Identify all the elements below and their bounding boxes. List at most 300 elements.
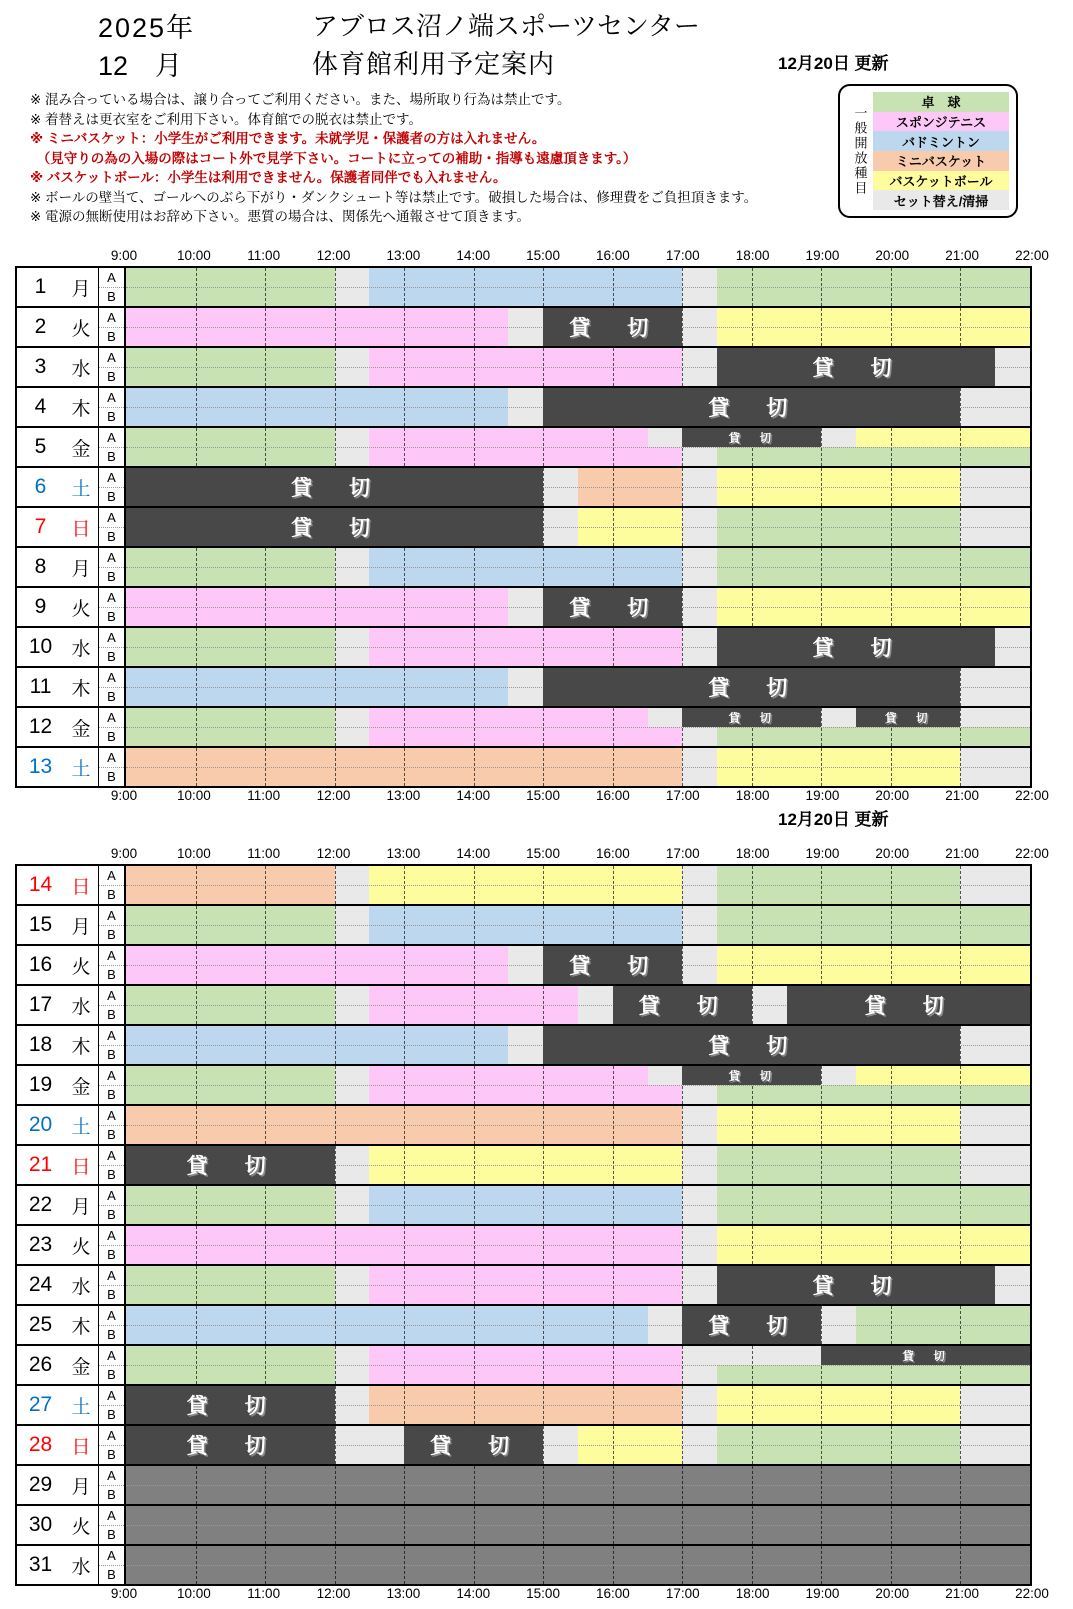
schedule-segment-set xyxy=(335,628,370,666)
schedule-segment-set xyxy=(821,1066,856,1085)
schedule-segment-tt xyxy=(717,447,1030,466)
day-row-10 xyxy=(17,626,1030,666)
day-label-cell xyxy=(17,508,99,546)
court-ab-cell xyxy=(99,388,126,426)
day-row-24 xyxy=(17,1264,1030,1304)
day-timeline xyxy=(126,348,1030,386)
schedule-segment-bd xyxy=(369,906,682,944)
schedule-segment-set xyxy=(335,866,370,904)
day-weekday: 日 xyxy=(71,876,91,898)
schedule-segment-bb xyxy=(578,508,682,546)
court-a-label: A xyxy=(107,629,116,645)
day-weekday: 土 xyxy=(71,1396,91,1418)
court-ab-cell xyxy=(99,1226,126,1264)
schedule-segment-bb xyxy=(717,1106,960,1144)
schedule-segment-set xyxy=(648,1306,683,1344)
day-label-cell xyxy=(17,268,99,306)
day-row-19 xyxy=(17,1064,1030,1104)
schedule-segment-st xyxy=(648,727,683,746)
court-b-label: B xyxy=(99,367,124,387)
kashikiri-label: 貸 切 xyxy=(569,955,657,978)
schedule-segment-tt xyxy=(126,708,335,746)
schedule-segment-set xyxy=(508,668,543,706)
court-a-label: A xyxy=(107,429,116,445)
court-ab-cell xyxy=(99,946,126,984)
kashikiri-label: 貸 切 xyxy=(812,357,900,380)
court-b-label: B xyxy=(99,1125,124,1145)
court-ab-cell xyxy=(99,1506,126,1544)
schedule-segment-set xyxy=(578,986,613,1024)
schedule-segment-set xyxy=(960,1106,1030,1144)
day-number: 27 xyxy=(28,1393,53,1416)
day-label-cell xyxy=(17,548,99,586)
time-label: 21:00 xyxy=(945,788,980,803)
day-label-cell xyxy=(17,1106,99,1144)
court-a-label: A xyxy=(107,389,116,405)
kashikiri-label: 貸 切 xyxy=(902,1350,949,1363)
court-ab-cell xyxy=(99,308,126,346)
time-label: 22:00 xyxy=(1015,248,1049,263)
schedule-segment-set xyxy=(682,1346,821,1365)
day-timeline xyxy=(126,388,1030,426)
day-weekday: 日 xyxy=(71,1436,91,1458)
court-ab-cell xyxy=(99,1466,126,1504)
court-ab-cell xyxy=(99,1026,126,1064)
day-label-cell xyxy=(17,1346,99,1384)
court-a-label: A xyxy=(107,309,116,325)
schedule-segment-st xyxy=(369,986,578,1024)
court-b-label: B xyxy=(99,1285,124,1305)
schedule-segment-set xyxy=(335,1146,370,1184)
legend-item-tt: 卓 球 xyxy=(873,92,1009,112)
schedule-segment-tt xyxy=(856,1306,1030,1344)
day-weekday: 木 xyxy=(71,1316,91,1338)
day-timeline xyxy=(126,866,1030,904)
court-b-label: B xyxy=(99,1165,124,1185)
court-a-label: A xyxy=(107,1347,116,1363)
day-row-13 xyxy=(17,746,1030,786)
schedule-segment-bd xyxy=(369,1186,682,1224)
day-label-cell xyxy=(17,1306,99,1344)
schedule-segment-st xyxy=(126,1226,682,1264)
day-number: 4 xyxy=(34,395,47,418)
schedule-segment-tt xyxy=(126,1066,335,1104)
schedule-segment-set xyxy=(335,348,370,386)
day-row-27 xyxy=(17,1384,1030,1424)
page-title-month: 12 月 xyxy=(98,51,183,81)
court-b-label: B xyxy=(99,1565,124,1585)
kashikiri-label: 貸 切 xyxy=(186,1395,274,1418)
day-row-31 xyxy=(17,1544,1030,1584)
kashikiri-label: 貸 切 xyxy=(728,432,776,445)
court-ab-cell xyxy=(99,1066,126,1104)
legend-item-mb: ミニバスケット xyxy=(873,151,1009,171)
day-row-30 xyxy=(17,1504,1030,1544)
court-a-label: A xyxy=(107,709,116,725)
schedule-segment-set xyxy=(648,708,683,727)
day-number: 14 xyxy=(28,873,53,896)
schedule-segment-set xyxy=(960,1426,1030,1464)
schedule-segment-set xyxy=(995,628,1030,666)
kashikiri-label: 貸 切 xyxy=(812,637,900,660)
day-weekday: 水 xyxy=(71,1276,91,1298)
schedule-segment-set xyxy=(335,1266,370,1304)
day-weekday: 水 xyxy=(71,996,91,1018)
time-label: 11:00 xyxy=(247,788,281,803)
schedule-segment-cl xyxy=(126,1466,1030,1504)
time-label: 18:00 xyxy=(735,788,770,803)
court-b-label: B xyxy=(99,965,124,985)
day-weekday: 日 xyxy=(71,1156,91,1178)
schedule-segment-set xyxy=(543,1426,578,1464)
reserved-segment xyxy=(717,628,995,666)
day-label-cell xyxy=(17,708,99,746)
court-ab-cell xyxy=(99,1426,126,1464)
day-weekday: 木 xyxy=(71,1036,91,1058)
day-label-cell xyxy=(17,1266,99,1304)
time-label: 17:00 xyxy=(665,248,700,263)
court-b-label: B xyxy=(99,767,124,787)
court-ab-cell xyxy=(99,708,126,746)
time-label: 16:00 xyxy=(596,846,630,861)
day-weekday: 金 xyxy=(71,718,91,740)
day-row-11 xyxy=(17,666,1030,706)
court-b-label: B xyxy=(99,607,124,627)
day-weekday: 火 xyxy=(71,956,91,978)
schedule-segment-set xyxy=(682,1426,717,1464)
day-label-cell xyxy=(17,1186,99,1224)
day-weekday: 水 xyxy=(71,1556,91,1578)
schedule-segment-st xyxy=(648,1085,683,1104)
schedule-segment-set xyxy=(335,1186,370,1224)
schedule-segment-set xyxy=(335,268,370,306)
schedule-segment-set xyxy=(960,468,1030,506)
schedule-segment-tt xyxy=(717,1426,960,1464)
day-timeline xyxy=(126,1226,1030,1264)
time-label: 13:00 xyxy=(386,846,421,861)
time-label: 19:00 xyxy=(805,1586,840,1601)
court-a-label: A xyxy=(107,269,116,285)
schedule-segment-set xyxy=(508,308,543,346)
day-timeline xyxy=(126,906,1030,944)
reserved-segment xyxy=(682,1066,821,1085)
day-number: 29 xyxy=(28,1473,53,1496)
day-number: 1 xyxy=(34,275,47,298)
schedule-segment-set xyxy=(648,428,683,447)
schedule-segment-set xyxy=(335,548,370,586)
time-label: 9:00 xyxy=(110,248,138,263)
court-b-label: B xyxy=(99,647,124,667)
time-label: 21:00 xyxy=(945,1586,980,1601)
day-number: 15 xyxy=(28,913,53,936)
schedule-segment-set xyxy=(682,548,717,586)
day-label-cell xyxy=(17,866,99,904)
day-timeline xyxy=(126,268,1030,306)
schedule-segment-set xyxy=(682,1186,717,1224)
time-label: 14:00 xyxy=(456,788,491,803)
schedule-segment-bb xyxy=(717,468,960,506)
day-number: 31 xyxy=(28,1553,53,1576)
day-number: 6 xyxy=(34,475,47,498)
schedule-segment-tt xyxy=(717,1146,960,1184)
schedule-segment-tt xyxy=(126,548,335,586)
day-number: 10 xyxy=(28,635,53,658)
schedule-segment-tt xyxy=(717,1365,1030,1384)
day-weekday: 水 xyxy=(71,638,91,660)
day-row-7 xyxy=(17,506,1030,546)
court-ab-cell xyxy=(99,1386,126,1424)
day-row-22 xyxy=(17,1184,1030,1224)
time-label: 13:00 xyxy=(386,1586,421,1601)
schedule-segment-set xyxy=(960,708,1030,727)
day-timeline xyxy=(126,428,1030,466)
time-axis xyxy=(110,1586,1049,1604)
time-label: 18:00 xyxy=(735,846,770,861)
time-label: 10:00 xyxy=(176,1586,211,1601)
time-label: 21:00 xyxy=(945,846,980,861)
schedule-segment-set xyxy=(508,946,543,984)
time-label: 18:00 xyxy=(735,1586,770,1601)
court-b-label: B xyxy=(99,1085,124,1105)
court-a-label: A xyxy=(107,349,116,365)
time-label: 11:00 xyxy=(247,1586,281,1601)
schedule-segment-tt xyxy=(717,727,1030,746)
schedule-segment-bd xyxy=(126,668,508,706)
schedule-segment-tt xyxy=(717,1186,1030,1224)
day-label-cell xyxy=(17,1386,99,1424)
court-a-label: A xyxy=(107,1027,116,1043)
day-timeline xyxy=(126,1466,1030,1504)
court-b-label: B xyxy=(99,567,124,587)
schedule-segment-mb xyxy=(126,866,335,904)
court-b-label: B xyxy=(99,327,124,347)
day-weekday: 土 xyxy=(71,1116,91,1138)
schedule-segment-st xyxy=(648,447,683,466)
schedule-segment-set xyxy=(335,1346,370,1384)
schedule-segment-set xyxy=(682,1386,717,1424)
schedule-segment-set xyxy=(682,468,717,506)
day-row-6 xyxy=(17,466,1030,506)
day-weekday: 月 xyxy=(71,1196,91,1218)
court-a-label: A xyxy=(107,589,116,605)
day-number: 2 xyxy=(34,315,47,338)
kashikiri-label: 貸 切 xyxy=(569,317,657,340)
day-number: 12 xyxy=(28,715,53,738)
day-number: 3 xyxy=(34,355,47,378)
schedule-segment-set xyxy=(335,1386,370,1424)
time-label: 19:00 xyxy=(805,846,840,861)
schedule-segment-set xyxy=(682,1085,717,1104)
day-timeline xyxy=(126,548,1030,586)
legend-item-bb: バスケットボール xyxy=(873,171,1009,191)
schedule-segment-tt xyxy=(717,1085,1030,1104)
court-a-label: A xyxy=(107,669,116,685)
time-axis xyxy=(110,846,1049,864)
day-weekday: 木 xyxy=(71,678,91,700)
page-title-year: 2025年 xyxy=(98,13,196,43)
schedule-table-days-1-13 xyxy=(15,248,1049,806)
kashikiri-label: 貸 切 xyxy=(885,712,932,725)
reserved-segment xyxy=(717,1266,995,1304)
kashikiri-label: 貸 切 xyxy=(638,995,726,1018)
day-number: 22 xyxy=(28,1193,53,1216)
time-label: 19:00 xyxy=(805,788,840,803)
day-row-14 xyxy=(17,864,1030,904)
day-weekday: 月 xyxy=(71,278,91,300)
court-ab-cell xyxy=(99,1106,126,1144)
court-a-label: A xyxy=(107,1467,116,1483)
day-weekday: 金 xyxy=(71,438,91,460)
court-ab-cell xyxy=(99,628,126,666)
day-label-cell xyxy=(17,986,99,1024)
schedule-segment-bb xyxy=(369,1146,682,1184)
time-label: 16:00 xyxy=(596,788,630,803)
reserved-segment xyxy=(682,708,821,727)
updated-note-middle: 12月20日 更新 xyxy=(778,810,889,829)
kashikiri-label: 貸 切 xyxy=(186,1155,274,1178)
schedule-segment-set xyxy=(960,866,1030,904)
schedule-segment-bb xyxy=(856,428,1030,447)
day-number: 17 xyxy=(28,993,53,1016)
reserved-segment xyxy=(717,348,995,386)
day-label-cell xyxy=(17,388,99,426)
court-a-label: A xyxy=(107,1267,116,1283)
court-ab-cell xyxy=(99,986,126,1024)
court-ab-cell xyxy=(99,866,126,904)
schedule-segment-st xyxy=(369,428,647,466)
schedule-segment-mb xyxy=(578,468,682,506)
court-a-label: A xyxy=(107,509,116,525)
time-label: 14:00 xyxy=(456,846,491,861)
schedule-segment-tt xyxy=(126,428,335,466)
time-label: 14:00 xyxy=(456,1586,491,1601)
court-ab-cell xyxy=(99,748,126,786)
time-label: 17:00 xyxy=(665,846,700,861)
day-label-cell xyxy=(17,1146,99,1184)
day-row-29 xyxy=(17,1464,1030,1504)
court-a-label: A xyxy=(107,469,116,485)
court-ab-cell xyxy=(99,1186,126,1224)
court-b-label: B xyxy=(99,885,124,905)
note-line: ※ バスケットボール：小学生は利用できません。保護者同伴でも入れません。 xyxy=(30,170,507,185)
court-b-label: B xyxy=(99,447,124,467)
day-weekday: 火 xyxy=(71,318,91,340)
reserved-segment xyxy=(821,1346,1030,1365)
time-label: 20:00 xyxy=(875,846,910,861)
day-weekday: 月 xyxy=(71,1476,91,1498)
schedule-segment-set xyxy=(960,1146,1030,1184)
reserved-segment xyxy=(682,1306,821,1344)
day-timeline xyxy=(126,748,1030,786)
court-b-label: B xyxy=(99,1325,124,1345)
reserved-segment xyxy=(543,308,682,346)
court-b-label: B xyxy=(99,1005,124,1025)
court-ab-cell xyxy=(99,268,126,306)
day-label-cell xyxy=(17,428,99,466)
page-title-facility: アブロス沼ノ端スポーツセンター xyxy=(312,11,700,41)
day-number: 7 xyxy=(34,515,47,538)
schedule-segment-st xyxy=(369,1066,647,1104)
schedule-grid xyxy=(15,266,1032,788)
day-row-1 xyxy=(17,266,1030,306)
reserved-segment xyxy=(126,468,543,506)
time-label: 14:00 xyxy=(456,248,491,263)
schedule-segment-set xyxy=(960,748,1030,786)
day-weekday: 日 xyxy=(71,518,91,540)
day-label-cell xyxy=(17,628,99,666)
day-timeline xyxy=(126,1186,1030,1224)
day-timeline xyxy=(126,588,1030,626)
day-timeline xyxy=(126,1306,1030,1344)
court-a-label: A xyxy=(107,867,116,883)
schedule-segment-set xyxy=(682,1226,717,1264)
note-line: （見守りの為の入場の際はコート外で見学下さい。コートに立っての補助・指導も遠慮頂きます。） xyxy=(30,150,637,166)
court-ab-cell xyxy=(99,548,126,586)
day-row-21 xyxy=(17,1144,1030,1184)
reserved-segment xyxy=(543,588,682,626)
schedule-segment-set xyxy=(821,428,856,447)
schedule-segment-set xyxy=(682,268,717,306)
legend-item-set: セット替え/清掃 xyxy=(873,190,1009,210)
day-number: 21 xyxy=(28,1153,53,1176)
court-ab-cell xyxy=(99,508,126,546)
court-a-label: A xyxy=(107,1307,116,1323)
kashikiri-label: 貸 切 xyxy=(812,1275,900,1298)
day-label-cell xyxy=(17,906,99,944)
schedule-segment-bb xyxy=(717,946,1030,984)
day-label-cell xyxy=(17,348,99,386)
time-label: 16:00 xyxy=(596,1586,630,1601)
note-line: ※ ボールの壁当て、ゴールへのぶら下がり・ダンクシュート等は禁止です。破損した場合は、修理費をご負担頂きます。 xyxy=(30,189,758,205)
court-b-label: B xyxy=(99,1245,124,1265)
day-weekday: 土 xyxy=(71,758,91,780)
schedule-segment-tt xyxy=(717,866,960,904)
court-b-label: B xyxy=(99,1205,124,1225)
schedule-segment-bd xyxy=(126,1026,508,1064)
reserved-segment xyxy=(787,986,1030,1024)
page-title-subtitle: 体育館利用予定案内 xyxy=(312,49,556,79)
time-label: 13:00 xyxy=(386,248,421,263)
schedule-segment-bb xyxy=(717,1226,1030,1264)
day-timeline xyxy=(126,986,1030,1024)
court-a-label: A xyxy=(107,1067,116,1083)
day-row-20 xyxy=(17,1104,1030,1144)
day-number: 8 xyxy=(34,555,47,578)
reserved-segment xyxy=(543,1026,960,1064)
time-label: 20:00 xyxy=(875,248,910,263)
kashikiri-label: 貸 切 xyxy=(708,1315,796,1338)
day-row-5 xyxy=(17,426,1030,466)
court-b-label: B xyxy=(99,925,124,945)
court-a-label: A xyxy=(107,1107,116,1123)
schedule-segment-set xyxy=(335,1426,405,1464)
kashikiri-label: 貸 切 xyxy=(291,477,379,500)
day-weekday: 土 xyxy=(71,478,91,500)
day-label-cell xyxy=(17,1066,99,1104)
day-row-23 xyxy=(17,1224,1030,1264)
day-timeline xyxy=(126,1426,1030,1464)
time-label: 16:00 xyxy=(596,248,630,263)
schedule-segment-set xyxy=(335,1066,370,1104)
day-timeline xyxy=(126,946,1030,984)
note-line: ※ ミニバスケット：小学生がご利用できます。未就学児・保護者の方は入れません。 xyxy=(30,131,546,146)
time-label: 9:00 xyxy=(110,1586,138,1601)
day-number: 5 xyxy=(34,435,47,458)
court-ab-cell xyxy=(99,428,126,466)
reserved-segment xyxy=(404,1426,543,1464)
day-row-26 xyxy=(17,1344,1030,1384)
schedule-segment-bb xyxy=(717,308,1030,346)
